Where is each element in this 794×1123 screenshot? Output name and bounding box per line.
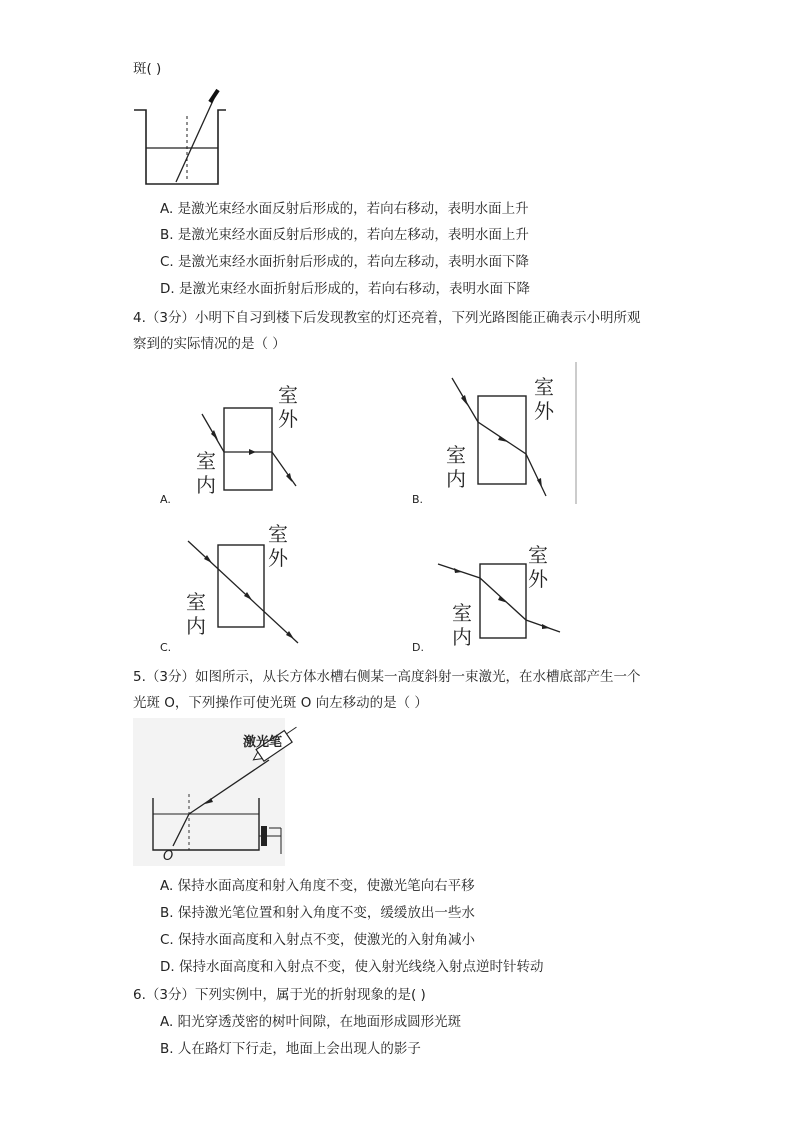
q4-figure-c — [178, 515, 328, 655]
q4c-outdoor-2: 外 — [268, 546, 288, 570]
q4d-indoor-2: 内 — [452, 625, 472, 649]
q4c-indoor-1: 室 — [186, 590, 206, 614]
q4d-outdoor-2: 外 — [528, 567, 548, 591]
q4a-indoor-1: 室 — [196, 449, 216, 473]
q5-stem-line2: 光斑 O，下列操作可使光斑 O 向左移动的是（ ） — [133, 695, 428, 711]
q5-option-c: C. 保持水面高度和入射点不变，使激光的入射角减小 — [160, 932, 476, 948]
q3-option-c: C. 是激光束经水面折射后形成的，若向左移动，表明水面下降 — [160, 254, 530, 270]
q3-option-a: A. 是激光束经水面反射后形成的，若向右移动，表明水面上升 — [160, 201, 529, 217]
q5-pen-label: 激光笔 — [243, 735, 283, 750]
q4-option-a-letter: A. — [160, 493, 171, 506]
q4c-indoor-2: 内 — [186, 614, 206, 638]
q3-stem-tail: 斑( ) — [133, 61, 162, 77]
q5-option-a: A. 保持水面高度和射入角度不变，使激光笔向右平移 — [160, 878, 475, 894]
q6-stem: 6.（3分）下列实例中，属于光的折射现象的是( ) — [133, 987, 426, 1003]
q4-figure-d — [428, 528, 578, 658]
q5-option-d: D. 保持水面高度和入射点不变，使入射光线绕入射点逆时针转动 — [160, 959, 544, 975]
q4b-outdoor-1: 室 — [534, 375, 554, 399]
q5-point-label: O — [163, 849, 174, 864]
q6-option-b: B. 人在路灯下行走，地面上会出现人的影子 — [160, 1041, 421, 1057]
q4-stem-line2: 察到的实际情况的是（ ） — [133, 336, 286, 352]
q5-stem-line1: 5.（3分）如图所示，从长方体水槽右侧某一高度斜射一束激光，在水槽底部产生一个 — [133, 669, 641, 685]
q4-option-d-letter: D. — [412, 641, 424, 654]
q4d-indoor-1: 室 — [452, 601, 472, 625]
q4c-outdoor-1: 室 — [268, 522, 288, 546]
q4b-indoor-1: 室 — [446, 443, 466, 467]
q4-option-c-letter: C. — [160, 641, 172, 654]
q6-option-a: A. 阳光穿透茂密的树叶间隙，在地面形成圆形光斑 — [160, 1014, 462, 1030]
q5-figure — [133, 718, 285, 866]
q4-stem-line1: 4.（3分）小明下自习到楼下后发现教室的灯还亮着，下列光路图能正确表示小明所观 — [133, 310, 641, 326]
q4-figure-a — [178, 372, 328, 504]
q3-figure — [130, 88, 230, 188]
q4d-outdoor-1: 室 — [528, 543, 548, 567]
q4a-indoor-2: 内 — [196, 473, 216, 497]
q4b-indoor-2: 内 — [446, 467, 466, 491]
q4b-outdoor-2: 外 — [534, 399, 554, 423]
q3-option-d: D. 是激光束经水面折射后形成的，若向右移动，表明水面下降 — [160, 281, 530, 297]
q4-figure-b — [428, 362, 578, 507]
q4-option-b-letter: B. — [412, 493, 424, 506]
q4a-outdoor-1: 室 — [278, 383, 298, 407]
q3-option-b: B. 是激光束经水面反射后形成的，若向左移动，表明水面上升 — [160, 227, 529, 243]
q4a-outdoor-2: 外 — [278, 407, 298, 431]
q5-option-b: B. 保持激光笔位置和射入角度不变，缓缓放出一些水 — [160, 905, 475, 921]
